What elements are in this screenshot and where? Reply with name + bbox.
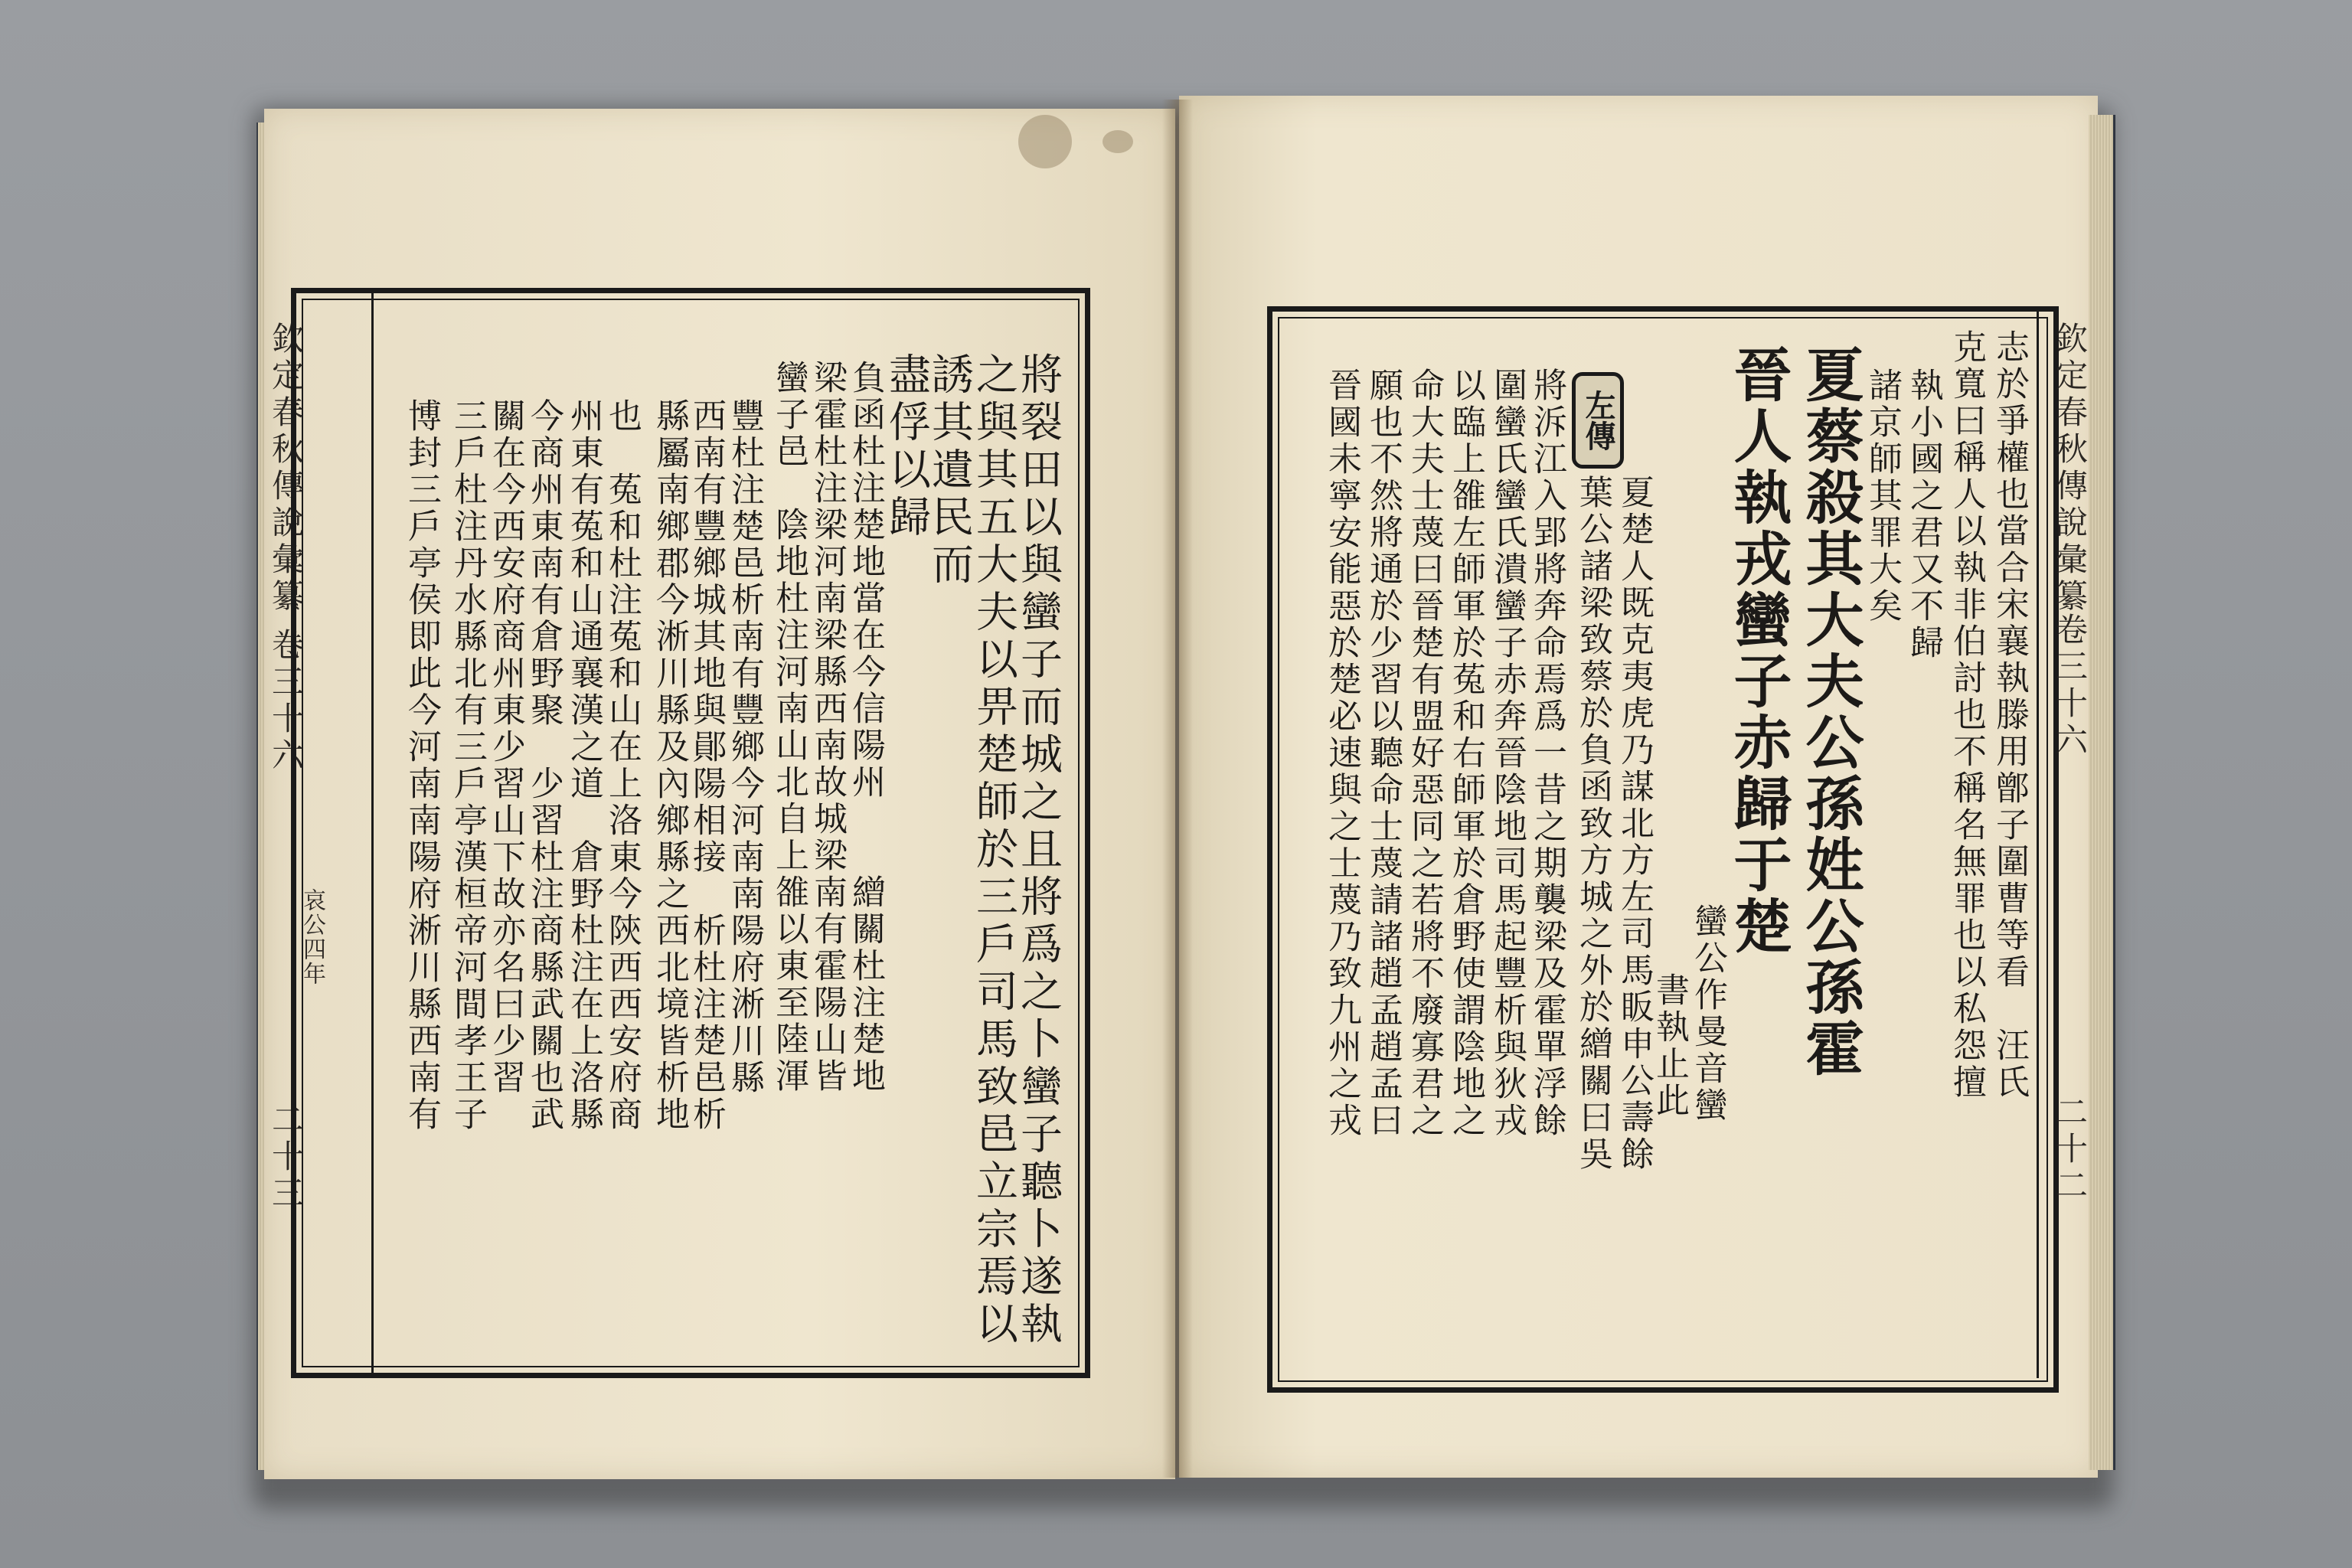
left-column-2: 之與其五大夫以畀楚師於三戶司馬致邑立宗焉以: [969, 352, 1018, 1349]
right-margin-title: 欽定春秋傳說彙纂: [2051, 322, 2089, 616]
left-margin-volume: 卷三十六: [267, 628, 305, 775]
right-column-top-2: 克寬曰稱人以執非伯討也不稱名無罪也以私怨擅: [1947, 329, 1986, 1101]
left-note-column-7: 蠻子邑 陰地杜注河南山北自上雒以東至陸渾: [769, 360, 808, 1095]
left-note-column-13: 今商州東南有倉野聚 少習杜注商縣武關也武: [524, 398, 564, 1133]
left-note-column-11: 也 菟和杜注菟和山在上洛東今陝西西安府商: [603, 398, 642, 1133]
right-column-1: 夏楚人既克夷虎乃謀北方左司馬眅申公壽餘: [1615, 475, 1654, 1173]
paper-stain: [1018, 115, 1072, 168]
zuozhuan-tag: 左傳: [1572, 372, 1624, 469]
right-fold-line: [2037, 306, 2039, 1378]
left-note-column-5: 負函杜注楚地當在今信陽州 繒關杜注楚地: [846, 360, 885, 1095]
right-column-top-3: 執小國之君又不歸: [1904, 368, 1943, 662]
right-column-top-4: 諸京師其罪大矣: [1863, 368, 1902, 625]
right-page-edge: [2089, 115, 2115, 1470]
right-column-3: 將泝江入郢將奔命焉爲一昔之期襲梁及霍單浮餘: [1527, 368, 1566, 1139]
book-gutter: [1162, 100, 1193, 1478]
right-column-8: 晉國未寧安能惡於楚必速與之士蔑乃致九州之戎: [1322, 368, 1361, 1139]
left-note-column-8: 豐杜注楚邑析南有豐鄉今河南南陽府淅川縣: [725, 398, 764, 1096]
right-column-top-1: 志於爭權也當合宋襄執滕用鄫子圍曹等看 汪氏: [1990, 329, 2029, 1101]
left-note-column-14: 關在今西安府商州東少習山下故亦名曰少習: [486, 398, 525, 1096]
right-column-5: 以臨上雒左師軍於菟和右師軍於倉野使謂陰地之: [1446, 368, 1485, 1139]
left-note-column-9: 西南有豐鄉城其地與鄖陽相接 析杜注楚邑析: [687, 398, 726, 1133]
left-fold-line: [371, 288, 374, 1378]
heading-jin-captures: 晉人執戎蠻子赤歸于楚: [1724, 345, 1792, 957]
left-note-column-15: 三戶杜注丹水縣北有三戶亭漢桓帝河間孝王子: [448, 398, 487, 1133]
heading-annotation: 蠻公作曼音蠻: [1688, 903, 1727, 1124]
right-margin-volume: 卷三十六: [2051, 612, 2089, 760]
left-note-column-16: 博封三戶亭侯即此今河南南陽府淅川縣西南有: [402, 398, 441, 1133]
left-note-column-12: 州東有菟和山通襄漢之道 倉野杜注在上洛縣: [564, 398, 603, 1133]
right-column-4: 圍蠻氏蠻氏潰蠻子赤奔晉陰地司馬起豐析與狄戎: [1488, 368, 1527, 1139]
heading-summer-cai: 夏蔡殺其大夫公孫姓公孫霍: [1796, 345, 1864, 1080]
left-margin-title: 欽定春秋傳說彙纂: [267, 322, 305, 616]
right-column-6: 命大夫士蔑曰晉楚有盟好惡同之若將不廢寡君之: [1405, 368, 1444, 1139]
left-note-column-6: 梁霍杜注梁河南梁縣西南故城梁南有霍陽山皆: [808, 360, 847, 1095]
left-column-1: 將裂田以與蠻子而城之且將爲之卜蠻子聽卜遂執: [1014, 352, 1063, 1349]
heading-annotation-2: 書執止此: [1650, 972, 1689, 1119]
left-column-3: 誘其遺民而: [925, 352, 974, 590]
right-margin-page-number: 二十二: [2051, 1095, 2089, 1205]
right-column-7: 願也不然將通於少習以聽命士蔑請諸趙孟趙孟曰: [1364, 368, 1403, 1139]
paper-stain: [1102, 130, 1133, 153]
left-margin-chapter: 哀公四年: [299, 888, 325, 986]
left-column-4: 盡俘以歸: [882, 352, 931, 542]
right-column-2: 葉公諸梁致蔡於負函致方城之外於繒關曰吳: [1573, 475, 1612, 1173]
left-note-column-10: 縣屬南鄉郡今淅川縣及內鄉縣之西北境皆析地: [650, 398, 689, 1133]
left-margin-page-number: 二十三: [267, 1102, 305, 1213]
